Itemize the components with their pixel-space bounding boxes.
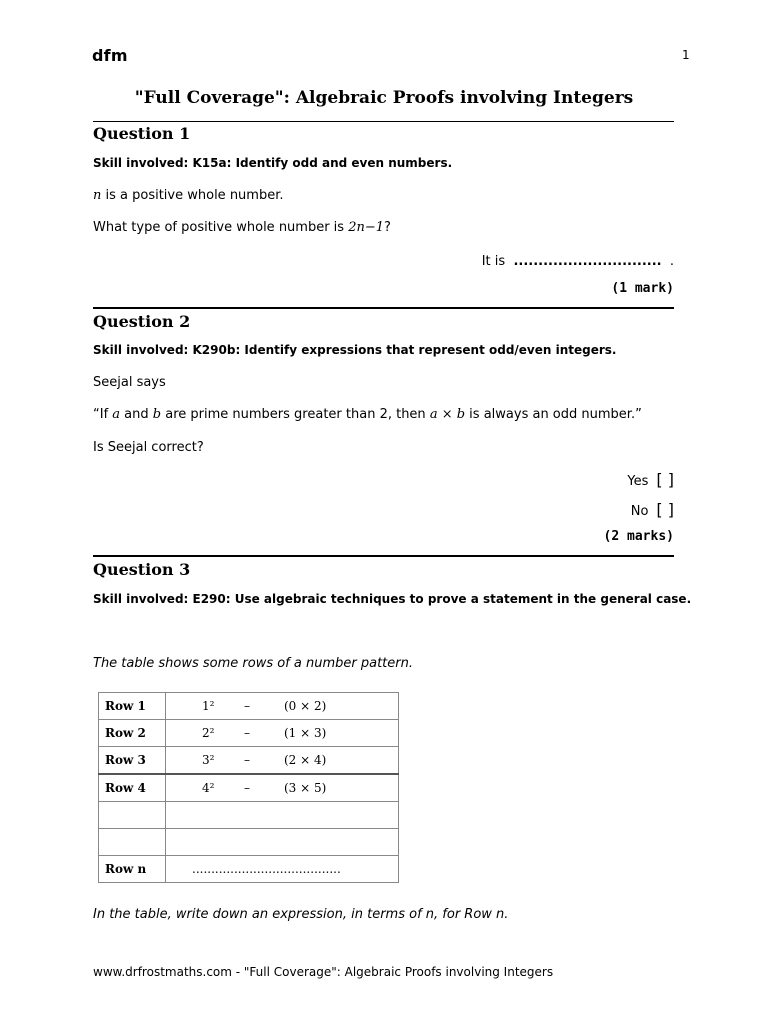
divider [93, 121, 674, 122]
question-2-quote: “If a and b are prime numbers greater than 2, then a × b is always an odd number.” [93, 407, 642, 422]
question-2-heading: Question 2 [93, 312, 191, 331]
row-label: Row 4 [99, 774, 166, 802]
page-number: 1 [682, 48, 690, 62]
question-3-heading: Question 3 [93, 560, 191, 579]
question-2-marks: (2 marks) [603, 529, 674, 544]
row-expression: 2² – (1 × 3) [166, 720, 399, 747]
number-pattern-table [98, 692, 399, 883]
table-row-blank[interactable] [99, 829, 399, 856]
question-1-line1: n is a positive whole number. [93, 188, 284, 203]
question-3-instruction: In the table, write down an expression, in terms of n, for Row n. [93, 907, 509, 922]
row-label: Row 2 [99, 720, 166, 747]
question-1-answer-line[interactable]: It is .............................. . [481, 254, 674, 269]
table-row-blank[interactable] [99, 802, 399, 829]
question-1-heading: Question 1 [93, 124, 191, 143]
blank-cell[interactable] [166, 829, 399, 856]
blank-cell[interactable] [99, 802, 166, 829]
divider [93, 307, 674, 309]
question-1-marks: (1 mark) [611, 281, 674, 296]
table-row [99, 693, 399, 720]
blank-cell[interactable] [166, 802, 399, 829]
no-checkbox[interactable]: [ ] [656, 500, 674, 519]
row-n-answer-field[interactable]: ....................................... [166, 856, 399, 883]
row-n-label: Row n [99, 856, 166, 883]
row-expression: 4² – (3 × 5) [166, 774, 399, 802]
question-3-skill: Skill involved: E290: Use algebraic techniques to prove a statement in the general case. [93, 592, 692, 606]
question-2-question: Is Seejal correct? [93, 440, 204, 455]
no-option[interactable]: No [ ] [630, 500, 674, 519]
question-1-line2: What type of positive whole number is 2n−1? [93, 220, 391, 235]
table-row [99, 720, 399, 747]
page-title: "Full Coverage": Algebraic Proofs involving Integers [134, 88, 634, 108]
divider [93, 555, 674, 557]
question-1-skill: Skill involved: K15a: Identify odd and even numbers. [93, 156, 453, 170]
row-label: Row 1 [99, 693, 166, 720]
row-expression: 1² – (0 × 2) [166, 693, 399, 720]
question-2-line1: Seejal says [93, 375, 166, 390]
table-row [99, 747, 399, 775]
yes-checkbox[interactable]: [ ] [656, 470, 674, 489]
blank-cell[interactable] [99, 829, 166, 856]
dfm-logo: dfm [92, 46, 128, 65]
row-expression: 3² – (2 × 4) [166, 747, 399, 775]
table-row-n[interactable] [99, 856, 399, 883]
row-label: Row 3 [99, 747, 166, 775]
yes-option[interactable]: Yes [ ] [627, 470, 674, 489]
question-3-intro: The table shows some rows of a number pattern. [93, 656, 413, 671]
question-2-skill: Skill involved: K290b: Identify expressions that represent odd/even integers. [93, 343, 617, 357]
table-row [99, 774, 399, 802]
footer-text: www.drfrostmaths.com - "Full Coverage": Algebraic Proofs involving Integers [93, 965, 554, 979]
